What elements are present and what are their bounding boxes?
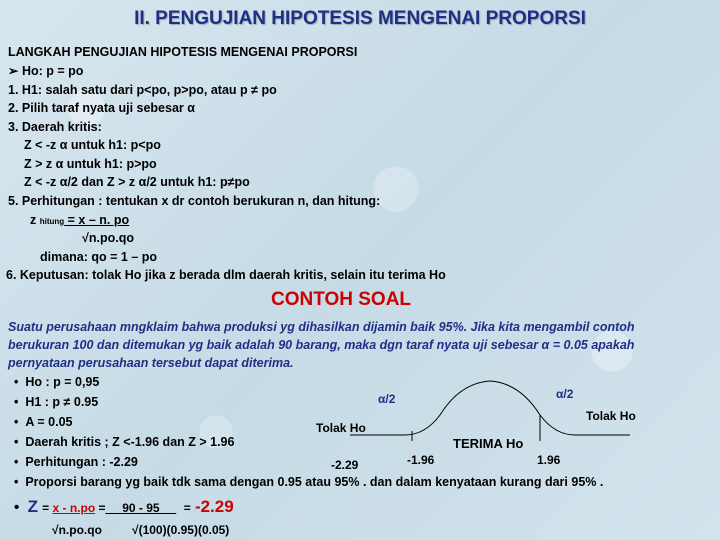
alpha-left-label: α/2	[378, 392, 396, 406]
step-3b: Z > z α untuk h1: p>po	[24, 157, 157, 171]
bullet-text: Perhitungan : -2.29	[25, 455, 138, 469]
step-5: 5. Perhitungan : tentukan x dr contoh berukuran n, dan hitung:	[8, 194, 381, 208]
z-symbol: Z	[27, 497, 38, 516]
step-3a: Z < -z α untuk h1: p<po	[24, 138, 161, 152]
bullet-text: Daerah kritis ; Z <-1.96 dan Z > 1.96	[25, 435, 235, 449]
alpha-right-label: α/2	[556, 387, 574, 401]
bullet-item	[14, 473, 603, 491]
step-3: 3. Daerah kritis:	[8, 120, 102, 134]
example-title: CONTOH SOAL	[271, 289, 412, 310]
step-6: 6. Keputusan: tolak Ho jika z berada dlm daerah kritis, selain itu terima Ho	[6, 268, 446, 282]
example-paragraph-1: Suatu perusahaan mngklaim bahwa produksi yg dihasilkan dijamin baik 95%. Jika kita mengambil contoh	[8, 320, 635, 334]
where-line: dimana: qo = 1 – po	[40, 250, 158, 264]
normal-curve	[350, 381, 630, 435]
z-value-label: -2.29	[331, 458, 359, 472]
page-title: II. PENGUJIAN HIPOTESIS MENGENAI PROPORSI	[134, 8, 586, 29]
bullet-text: H1 : p ≠ 0.95	[25, 395, 99, 409]
example-paragraph-2: berukuran 100 dan ditemukan yg baik adalah 90 barang, maka dgn taraf nyata uji sebesar α = 0.05 apakah	[8, 338, 635, 352]
z-denominator: √n.po.qo	[82, 231, 134, 245]
z-formula	[30, 211, 129, 231]
bullet-icon: •	[14, 435, 19, 449]
accept-label: TERIMA Ho	[453, 436, 524, 451]
bullet-icon: •	[14, 475, 19, 489]
step-2: 2. Pilih taraf nyata uji sebesar α	[8, 101, 195, 115]
z-subscript: hitung	[39, 217, 65, 226]
equals-sign: =	[95, 501, 106, 515]
step-1: 1. H1: salah satu dari p<po, p>po, atau p ≠ po	[8, 83, 277, 97]
steps-heading: LANGKAH PENGUJIAN HIPOTESIS MENGENAI PROPORSI	[8, 45, 358, 59]
bullet-item	[14, 393, 98, 411]
arrow-bullet-icon: ➢	[8, 64, 19, 78]
h0-text: Ho: p = po	[21, 64, 84, 78]
bullet-text: Ho : p = 0,95	[25, 375, 100, 389]
numeric-numerator: 90 - 95	[122, 501, 160, 515]
h0-line	[8, 62, 83, 80]
example-paragraph-3: pernyataan perusahaan tersebut dapat diterima.	[8, 356, 294, 370]
reject-right-label: Tolak Ho	[586, 409, 636, 423]
z-numerator: = x – n. po	[64, 213, 130, 227]
equals-sign: =	[183, 501, 191, 515]
step-3c: Z < -z α/2 dan Z > z α/2 untuk h1: p≠po	[24, 175, 250, 189]
bullet-item	[14, 453, 138, 471]
bullet-item	[14, 373, 99, 391]
bullet-icon: •	[14, 395, 19, 409]
critical-left-label: -1.96	[407, 453, 435, 467]
bullet-icon: •	[14, 499, 20, 516]
z-calculation	[14, 497, 234, 517]
symbolic-numerator: x - n.po	[52, 501, 96, 515]
symbolic-denominator: √n.po.qo	[52, 523, 102, 537]
bullet-text: A = 0.05	[25, 415, 73, 429]
bullet-text: Proporsi barang yg baik tdk sama dengan 0.95 atau 95% . dan dalam kenyataan kurang dari 95% .	[25, 475, 604, 489]
z-symbol: z	[30, 213, 37, 227]
numeric-denominator: √(100)(0.95)(0.05)	[132, 523, 230, 537]
bullet-icon: •	[14, 455, 19, 469]
bullet-icon: •	[14, 415, 19, 429]
critical-right-label: 1.96	[537, 453, 561, 467]
bullet-item	[14, 433, 234, 451]
bullet-icon: •	[14, 375, 19, 389]
z-result: -2.29	[194, 497, 234, 516]
equals-sign: =	[42, 501, 53, 515]
reject-left-label: Tolak Ho	[316, 421, 366, 435]
bullet-item	[14, 413, 72, 431]
